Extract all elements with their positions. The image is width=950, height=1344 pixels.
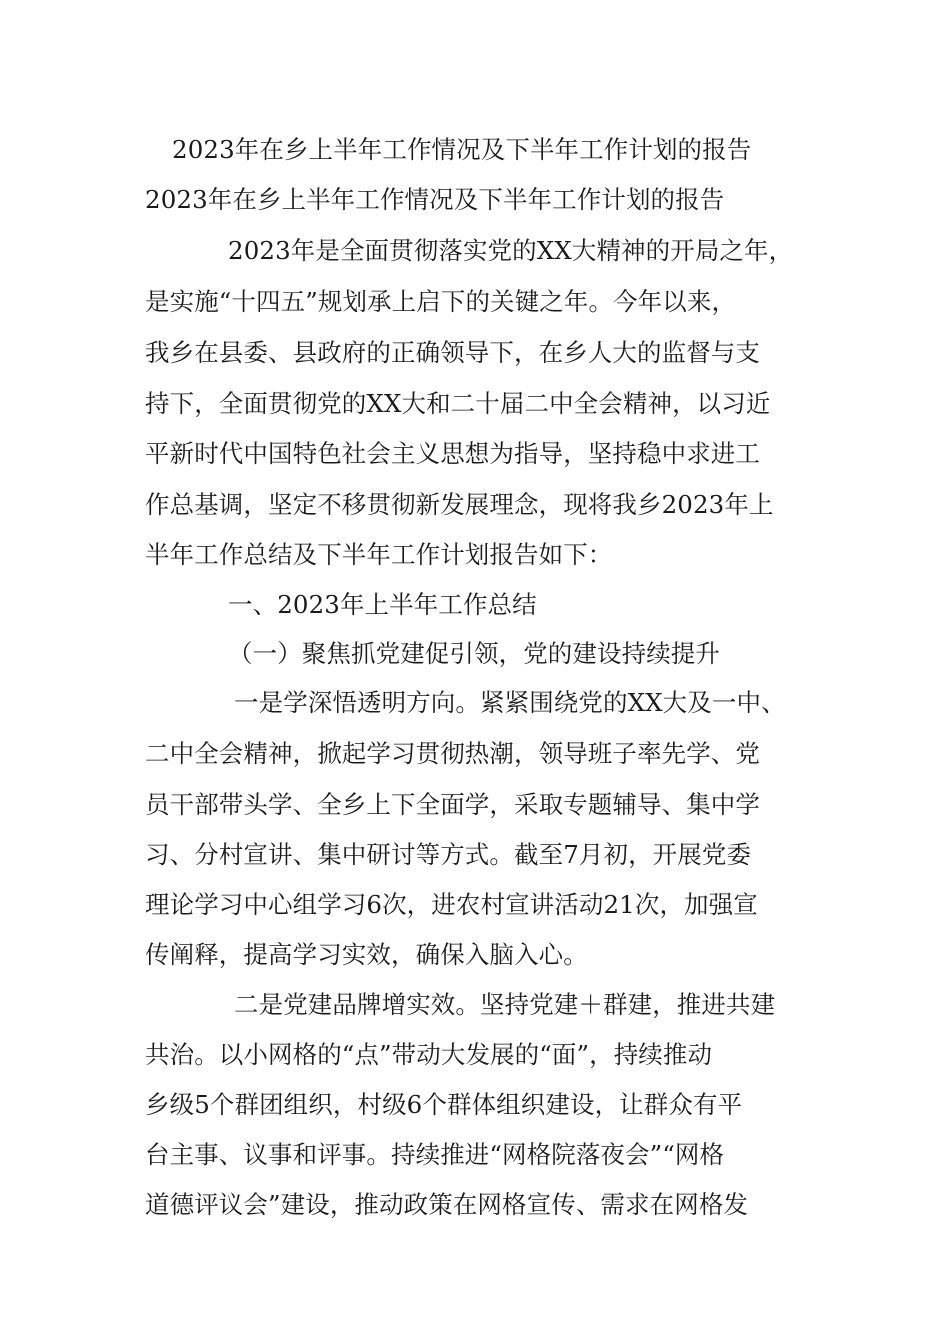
intro-line: 半年工作总结及下半年工作计划报告如下： bbox=[145, 540, 613, 569]
paragraph-line: 台主事、议事和评事。持续推进“网格院落夜会”“网格 bbox=[145, 1140, 725, 1169]
paragraph-line: 传阐释，提高学习实效，确保入脑入心。 bbox=[145, 940, 588, 969]
paragraph-line: 道德评议会”建设，推动政策在网格宣传、需求在网格发 bbox=[145, 1190, 749, 1219]
document-subtitle: 2023年在乡上半年工作情况及下半年工作计划的报告 bbox=[145, 185, 725, 214]
intro-line: 作总基调，坚定不移贯彻新发展理念，现将我乡2023年上 bbox=[145, 490, 774, 519]
paragraph-line: 习、分村宣讲、集中研讨等方式。截至7月初，开展党委 bbox=[145, 840, 752, 869]
paragraph-line: 理论学习中心组学习6次，进农村宣讲活动21次，加强宣 bbox=[145, 890, 758, 919]
intro-line: 是实施“十四五”规划承上启下的关键之年。今年以来， bbox=[145, 287, 737, 316]
paragraph-line: 一是学深悟透明方向。紧紧围绕党的XX大及一中、 bbox=[234, 688, 786, 717]
paragraph-line: 二是党建品牌增实效。坚持党建＋群建，推进共建 bbox=[234, 990, 776, 1019]
paragraph-line: 共治。以小网格的“点”带动大发展的“面”，持续推动 bbox=[145, 1040, 713, 1069]
document-title: 2023年在乡上半年工作情况及下半年工作计划的报告 bbox=[172, 135, 752, 164]
intro-line: 平新时代中国特色社会主义思想为指导，坚持稳中求进工 bbox=[145, 439, 760, 468]
paragraph-line: 乡级5个群团组织，村级6个群体组织建设，让群众有平 bbox=[145, 1090, 743, 1119]
paragraph-line: 员干部带头学、全乡上下全面学，采取专题辅导、集中学 bbox=[145, 790, 760, 819]
intro-line: 我乡在县委、县政府的正确领导下，在乡人大的监督与支 bbox=[145, 338, 760, 367]
subsection-heading: （一）聚焦抓党建促引领，党的建设持续提升 bbox=[228, 639, 720, 668]
intro-line: 持下，全面贯彻党的XX大和二十届二中全会精神，以习近 bbox=[145, 389, 771, 418]
paragraph-line: 二中全会精神，掀起学习贯彻热潮，领导班子率先学、党 bbox=[145, 739, 760, 768]
intro-line: 2023年是全面贯彻落实党的XX大精神的开局之年， bbox=[228, 236, 794, 265]
section-heading: 一、2023年上半年工作总结 bbox=[228, 590, 537, 619]
